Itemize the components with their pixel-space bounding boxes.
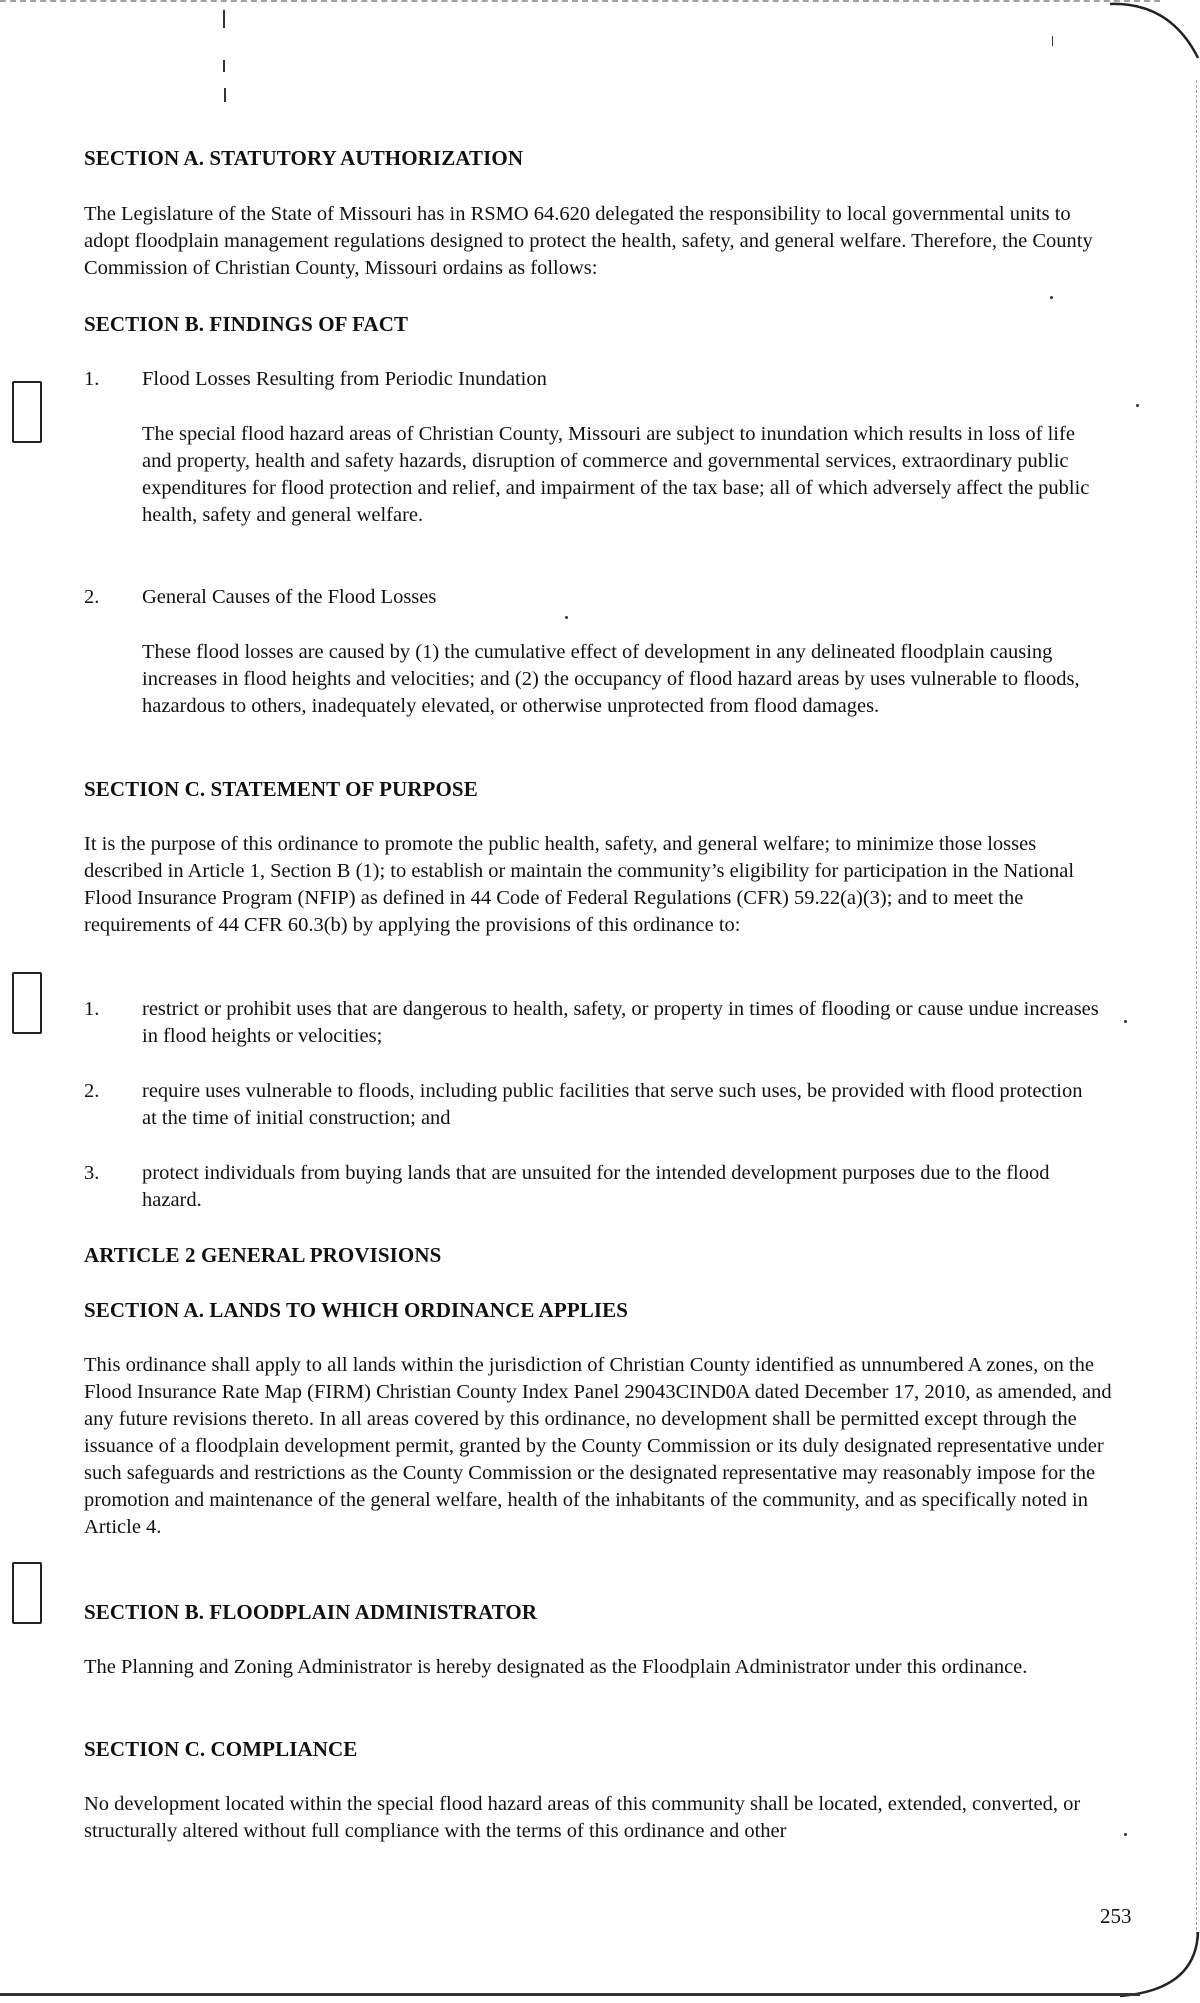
item-number: 3. [84, 1162, 100, 1184]
list-item: protect individuals from buying lands that are unsuited for the intended development purposes due to the flood hazard. [142, 1162, 1050, 1211]
scan-mark [223, 10, 225, 28]
binder-hole [12, 972, 42, 1034]
list-item: require uses vulnerable to floods, including public facilities that serve such uses, be provided with flood protection at the time of initial construction; and [142, 1080, 1083, 1129]
scan-mark [224, 88, 226, 102]
binder-hole [12, 1562, 42, 1624]
section-heading: SECTION C. STATEMENT OF PURPOSE [84, 777, 478, 801]
scan-edge-top [0, 0, 1160, 8]
section-heading: SECTION A. STATUTORY AUTHORIZATION [84, 146, 524, 170]
item-title: Flood Losses Resulting from Periodic Inundation [142, 368, 547, 390]
scan-speck [1124, 1020, 1127, 1023]
binder-hole [12, 381, 42, 443]
section-heading: SECTION A. LANDS TO WHICH ORDINANCE APPLIES [84, 1298, 629, 1322]
section-heading: SECTION B. FINDINGS OF FACT [84, 312, 409, 336]
section-heading: SECTION C. COMPLIANCE [84, 1737, 358, 1761]
item-number: 1. [84, 998, 100, 1020]
section-heading: SECTION B. FLOODPLAIN ADMINISTRATOR [84, 1600, 538, 1624]
scan-speck [1050, 296, 1053, 299]
page-number: 253 [1100, 1904, 1132, 1928]
paragraph: These flood losses are caused by (1) the cumulative effect of development in any delineated floodplain causing increases in flood heights and velocities; and (2) the occupancy of flood hazard areas by uses vulnerable to floods, hazardous to others, inadequately elevated, or otherwise unprotected from flood damages. [142, 641, 1080, 717]
paragraph: The Legislature of the State of Missouri has in RSMO 64.620 delegated the responsibility to local governmental units to adopt floodplain management regulations designed to protect the health, safety, and general welfare. Therefore, the County Commission of Christian County, Missouri ordains as follows: [84, 203, 1093, 279]
item-number: 2. [84, 586, 100, 608]
page-curl-top-right [1110, 0, 1200, 60]
page-curl-bottom-right [1120, 1930, 1200, 2000]
paragraph: This ordinance shall apply to all lands within the jurisdiction of Christian County identified as unnumbered A zones, on the Flood Insurance Rate Map (FIRM) Christian County Index Panel 29043CIND0A dated December 17, 2010, as amended, and any future revisions thereto. In all areas covered by this ordinance, no development shall be permitted except through the issuance of a floodplain development permit, granted by the County Commission or its duly designated representative under such safeguards and restrictions as the County Commission or the designated representative may reasonably impose for the promotion and maintenance of the general welfare, health of the inhabitants of the community, and as specifically noted in Article 4. [84, 1354, 1112, 1538]
paragraph: It is the purpose of this ordinance to promote the public health, safety, and general welfare; to minimize those losses described in Article 1, Section B (1); to establish or maintain the community’s eligibility for participation in the National Flood Insurance Program (NFIP) as defined in 44 Code of Federal Regulations (CFR) 59.22(a)(3); and to meet the requirements of 44 CFR 60.3(b) by applying the provisions of this ordinance to: [84, 833, 1075, 936]
scan-speck [565, 616, 568, 619]
paragraph: The Planning and Zoning Administrator is hereby designated as the Floodplain Administrator under this ordinance. [84, 1656, 1028, 1678]
scan-edge-bottom [0, 1993, 1140, 1996]
paragraph: The special flood hazard areas of Christian County, Missouri are subject to inundation which results in loss of life and property, health and safety hazards, disruption of commerce and governmental services, extraordinary public expenditures for flood protection and relief, and impairment of the tax base; all of which adversely affect the public health, safety and general welfare. [142, 423, 1090, 526]
item-number: 2. [84, 1080, 100, 1102]
paragraph: No development located within the special flood hazard areas of this community shall be located, extended, converted, or structurally altered without full compliance with the terms of this ordinance and other [84, 1793, 1081, 1842]
scan-edge-right [1196, 80, 1197, 1940]
scan-speck [1124, 1833, 1127, 1836]
item-title: General Causes of the Flood Losses [142, 586, 437, 608]
scan-mark [1052, 36, 1053, 46]
list-item: restrict or prohibit uses that are dangerous to health, safety, or property in times of flooding or cause undue increases in flood heights or velocities; [142, 998, 1099, 1047]
scan-mark [223, 60, 225, 72]
article-heading: ARTICLE 2 GENERAL PROVISIONS [84, 1243, 442, 1267]
scan-speck [1136, 404, 1139, 407]
item-number: 1. [84, 368, 100, 390]
